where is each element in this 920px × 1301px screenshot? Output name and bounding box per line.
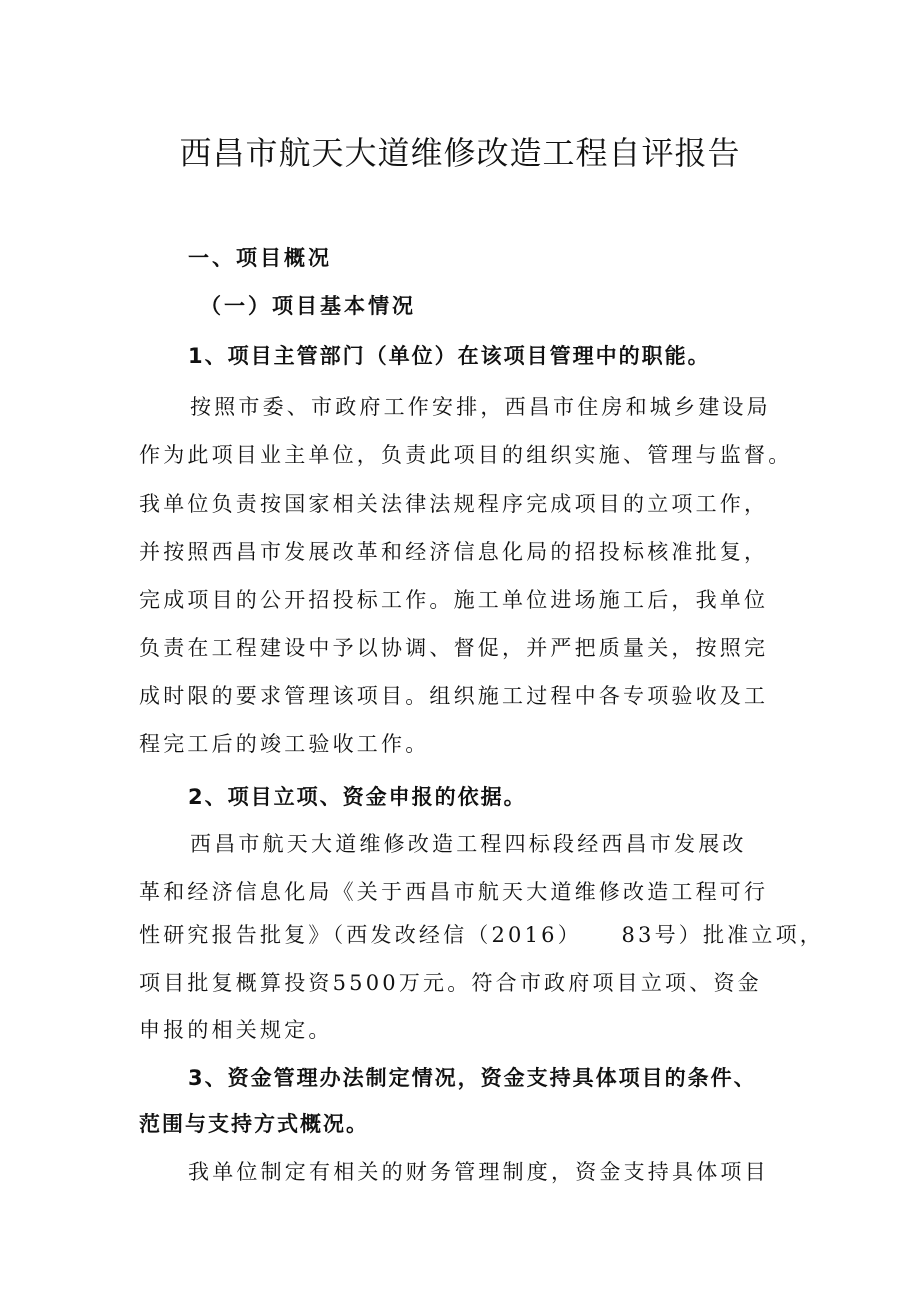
- paragraph-line: 性研究报告批复》（西发改经信（2016） 83号）批准立项，: [139, 923, 824, 947]
- paragraph-line: 我单位制定有相关的财务管理制度，资金支持具体项目: [188, 1160, 769, 1184]
- item-heading-fund-management: 3、资金管理办法制定情况，资金支持具体项目的条件、: [188, 1066, 757, 1090]
- item-heading-department-function: 1、项目主管部门（单位）在该项目管理中的职能。: [188, 344, 711, 368]
- paragraph-line: 并按照西昌市发展改革和经济信息化局的招投标核准批复，: [139, 540, 769, 564]
- item-heading-approval-basis: 2、项目立项、资金申报的依据。: [188, 785, 527, 809]
- paragraph-line: 作为此项目业主单位，负责此项目的组织实施、管理与监督。: [139, 443, 793, 467]
- document-title: 西昌市航天大道维修改造工程自评报告: [179, 134, 741, 172]
- paragraph-line: 申报的相关规定。: [139, 1018, 333, 1042]
- paragraph-line: 按照市委、市政府工作安排，西昌市住房和城乡建设局: [190, 395, 771, 419]
- paragraph-line: 成时限的要求管理该项目。组织施工过程中各专项验收及工: [139, 684, 769, 708]
- paragraph-line: 项目批复概算投资5500万元。符合市政府项目立项、资金: [139, 971, 762, 995]
- paragraph-line: 革和经济信息化局《关于西昌市航天大道维修改造工程可行: [139, 880, 769, 904]
- paragraph-line: 完成项目的公开招投标工作。施工单位进场施工后，我单位: [139, 588, 769, 612]
- paragraph-line: 负责在工程建设中予以协调、督促，并严把质量关，按照完: [139, 636, 769, 660]
- paragraph-line: 西昌市航天大道维修改造工程四标段经西昌市发展改: [190, 832, 747, 856]
- section-heading-project-overview: 一、项目概况: [188, 246, 332, 270]
- paragraph-line: 程完工后的竣工验收工作。: [139, 732, 430, 756]
- paragraph-line: 我单位负责按国家相关法律法规程序完成项目的立项工作，: [139, 492, 769, 516]
- subsection-heading-basic-info: （一）项目基本情况: [200, 294, 416, 318]
- item-heading-fund-management-cont: 范围与支持方式概况。: [139, 1112, 369, 1136]
